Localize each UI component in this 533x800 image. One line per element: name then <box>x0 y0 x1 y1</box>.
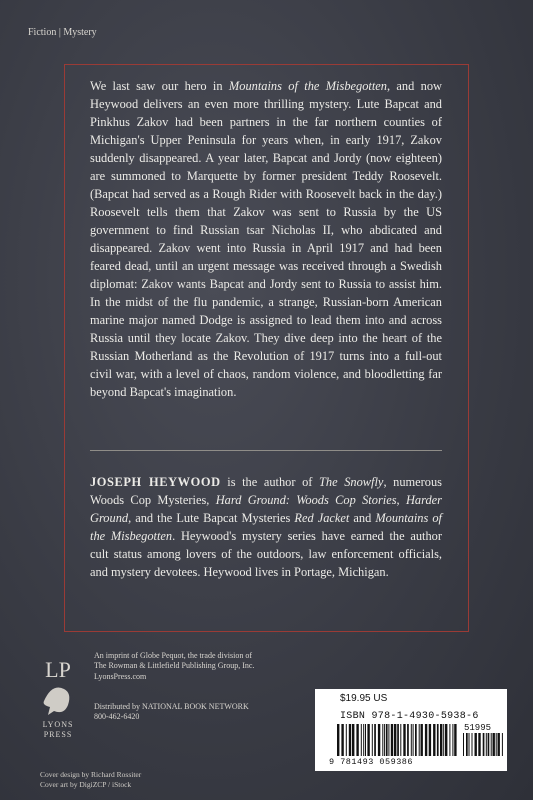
barcode-bar <box>443 724 444 756</box>
barcode-bar <box>384 724 385 756</box>
barcode-digits: 9 781493 059386 <box>329 757 414 767</box>
publisher-line: The Rowman & Littlefield Publishing Group, Inc. <box>94 661 255 671</box>
art-credit: Cover art by DigiZCP / iStock <box>40 780 132 789</box>
author-name: JOSEPH HEYWOOD <box>90 475 221 489</box>
logo-letters: LP <box>45 657 71 682</box>
barcode-bar <box>386 724 388 756</box>
bio-text: , and the Lute Bapcat Mysteries <box>128 511 295 525</box>
barcode-bar <box>440 724 442 756</box>
bio-text: is the author of <box>220 475 320 489</box>
price-barcode <box>463 733 505 756</box>
publisher-line: An imprint of Globe Pequot, the trade division of <box>94 651 252 660</box>
barcode-bar <box>349 724 351 756</box>
barcode-bar <box>367 724 369 756</box>
publisher-website: LyonsPress.com <box>94 671 147 681</box>
barcode-bar <box>382 724 383 756</box>
section-divider <box>90 450 442 451</box>
isbn-label: ISBN 978-1-4930-5938-6 <box>340 711 479 722</box>
barcode-bar <box>496 733 497 756</box>
barcode-bar <box>491 733 492 756</box>
barcode-bar <box>486 733 487 756</box>
category-label: Fiction | Mystery <box>28 27 97 38</box>
barcode-bar <box>421 724 423 756</box>
book-description <box>90 77 442 401</box>
barcode-bar <box>469 733 470 756</box>
title-reference: Red Jacket <box>294 511 350 525</box>
barcode-bar <box>400 724 401 756</box>
barcode-bar <box>415 724 417 756</box>
barcode-bar <box>478 733 480 756</box>
distributor-phone: 800-462-6420 <box>94 712 140 722</box>
barcode-bar <box>374 724 376 756</box>
barcode-bar <box>425 724 427 756</box>
barcode-bar <box>437 724 439 756</box>
description-text: We last saw our hero in <box>90 79 229 93</box>
barcode-bar <box>475 733 477 756</box>
barcode-bar <box>493 733 495 756</box>
distributor-info <box>94 702 324 723</box>
barcode-bar <box>433 724 435 756</box>
barcode-bar <box>445 724 447 756</box>
barcode-bar <box>363 724 364 756</box>
title-reference: Hard Ground: Woods Cop Stories <box>215 493 397 507</box>
barcode-bar <box>391 724 393 756</box>
barcode-bar <box>372 724 373 756</box>
barcode-bar <box>403 724 405 756</box>
barcode-bar <box>449 724 450 756</box>
distributor-line: Distributed by NATIONAL BOOK NETWORK <box>94 702 249 711</box>
barcode-bar <box>483 733 485 756</box>
price-label: $19.95 US <box>340 693 388 704</box>
barcode-bar <box>413 724 414 756</box>
bio-text: . Heywood's mystery series have earned the author cult status among lovers of the outdoors, law enforcement officials, and mystery devotees. Heywood lives in Portage, Michigan. <box>90 529 442 579</box>
barcode-bar <box>452 724 453 756</box>
title-reference: Mountains of the Misbegotten <box>228 79 387 93</box>
barcode-bar <box>407 724 409 756</box>
price-code: 51995 <box>464 723 492 733</box>
barcode-bar <box>394 724 396 756</box>
barcode-bar <box>502 733 503 756</box>
barcode-bar <box>361 724 362 756</box>
barcode-bar <box>472 733 473 756</box>
barcode-bar <box>337 724 339 756</box>
barcode-bar <box>365 724 366 756</box>
bio-text: , <box>396 493 406 507</box>
barcode-bar <box>346 724 347 756</box>
publisher-info <box>94 651 314 682</box>
barcode-bar <box>411 724 412 756</box>
title-reference: Mountains of the Misbegotten <box>90 511 442 543</box>
barcode-bar <box>397 724 399 756</box>
barcode-bar <box>454 724 456 756</box>
barcode-bar <box>419 724 420 756</box>
design-credit: Cover design by Richard Rossiter <box>40 770 142 779</box>
barcode-bar <box>498 733 500 756</box>
barcode-bar <box>356 724 358 756</box>
lyons-press-logo <box>38 653 78 739</box>
bio-text: and <box>349 511 376 525</box>
barcode-bar <box>341 724 343 756</box>
description-text: , and now Heywood delivers an even more thrilling mystery. Lute Bapcat and Pinkhus Zakov had been partners in the far northern counties of Michigan's Upper Peninsula for years when, in early 1917, Zakov suddenly disappeared. A year later, Bapcat and Jordy (now eighteen) are summoned to Marquette by former president Teddy Roosevelt. (Bapcat had served as a Rough Rider with Roosevelt back in the day.) Roosevelt tells them that Zakov was sent to Russia by the US government to find Russian tsar Nicholas II, who abdicated and disappeared. Zakov went into Russia in April 1917 and had been feared dead, until an urgent message was received through a Swedish diplomat: Zakov wants Bapcat and Jordy sent to Russia to assist him. In the midst of the flu pandemic, a strange, Russian-born American marine major named Dodge is assigned to lead them into and across Russia until they locate Zakov. They dive deep into the heart of the Russian Motherland as the Revolution of 1917 turns into a full-out civil war, with a level of chaos, random violence, and bloodletting far beyond Bapcat's imagination. <box>90 79 442 399</box>
isbn-barcode <box>337 724 457 756</box>
barcode-bar <box>352 724 354 756</box>
lion-icon <box>44 688 70 716</box>
author-bio <box>90 473 442 581</box>
barcode-bar <box>378 724 380 756</box>
cover-credits <box>40 770 280 790</box>
barcode-bar <box>429 724 431 756</box>
barcode-bar <box>463 733 464 756</box>
title-reference: Harder Ground <box>90 493 442 525</box>
barcode-bar <box>466 733 468 756</box>
logo-line-2: PRESS <box>43 730 73 739</box>
title-reference: The Snowfly <box>319 475 384 489</box>
logo-line-1: LYONS <box>42 720 74 729</box>
bio-text: , numerous Woods Cop Mysteries, <box>90 475 442 507</box>
barcode-bar <box>488 733 490 756</box>
barcode-bar <box>388 724 389 756</box>
